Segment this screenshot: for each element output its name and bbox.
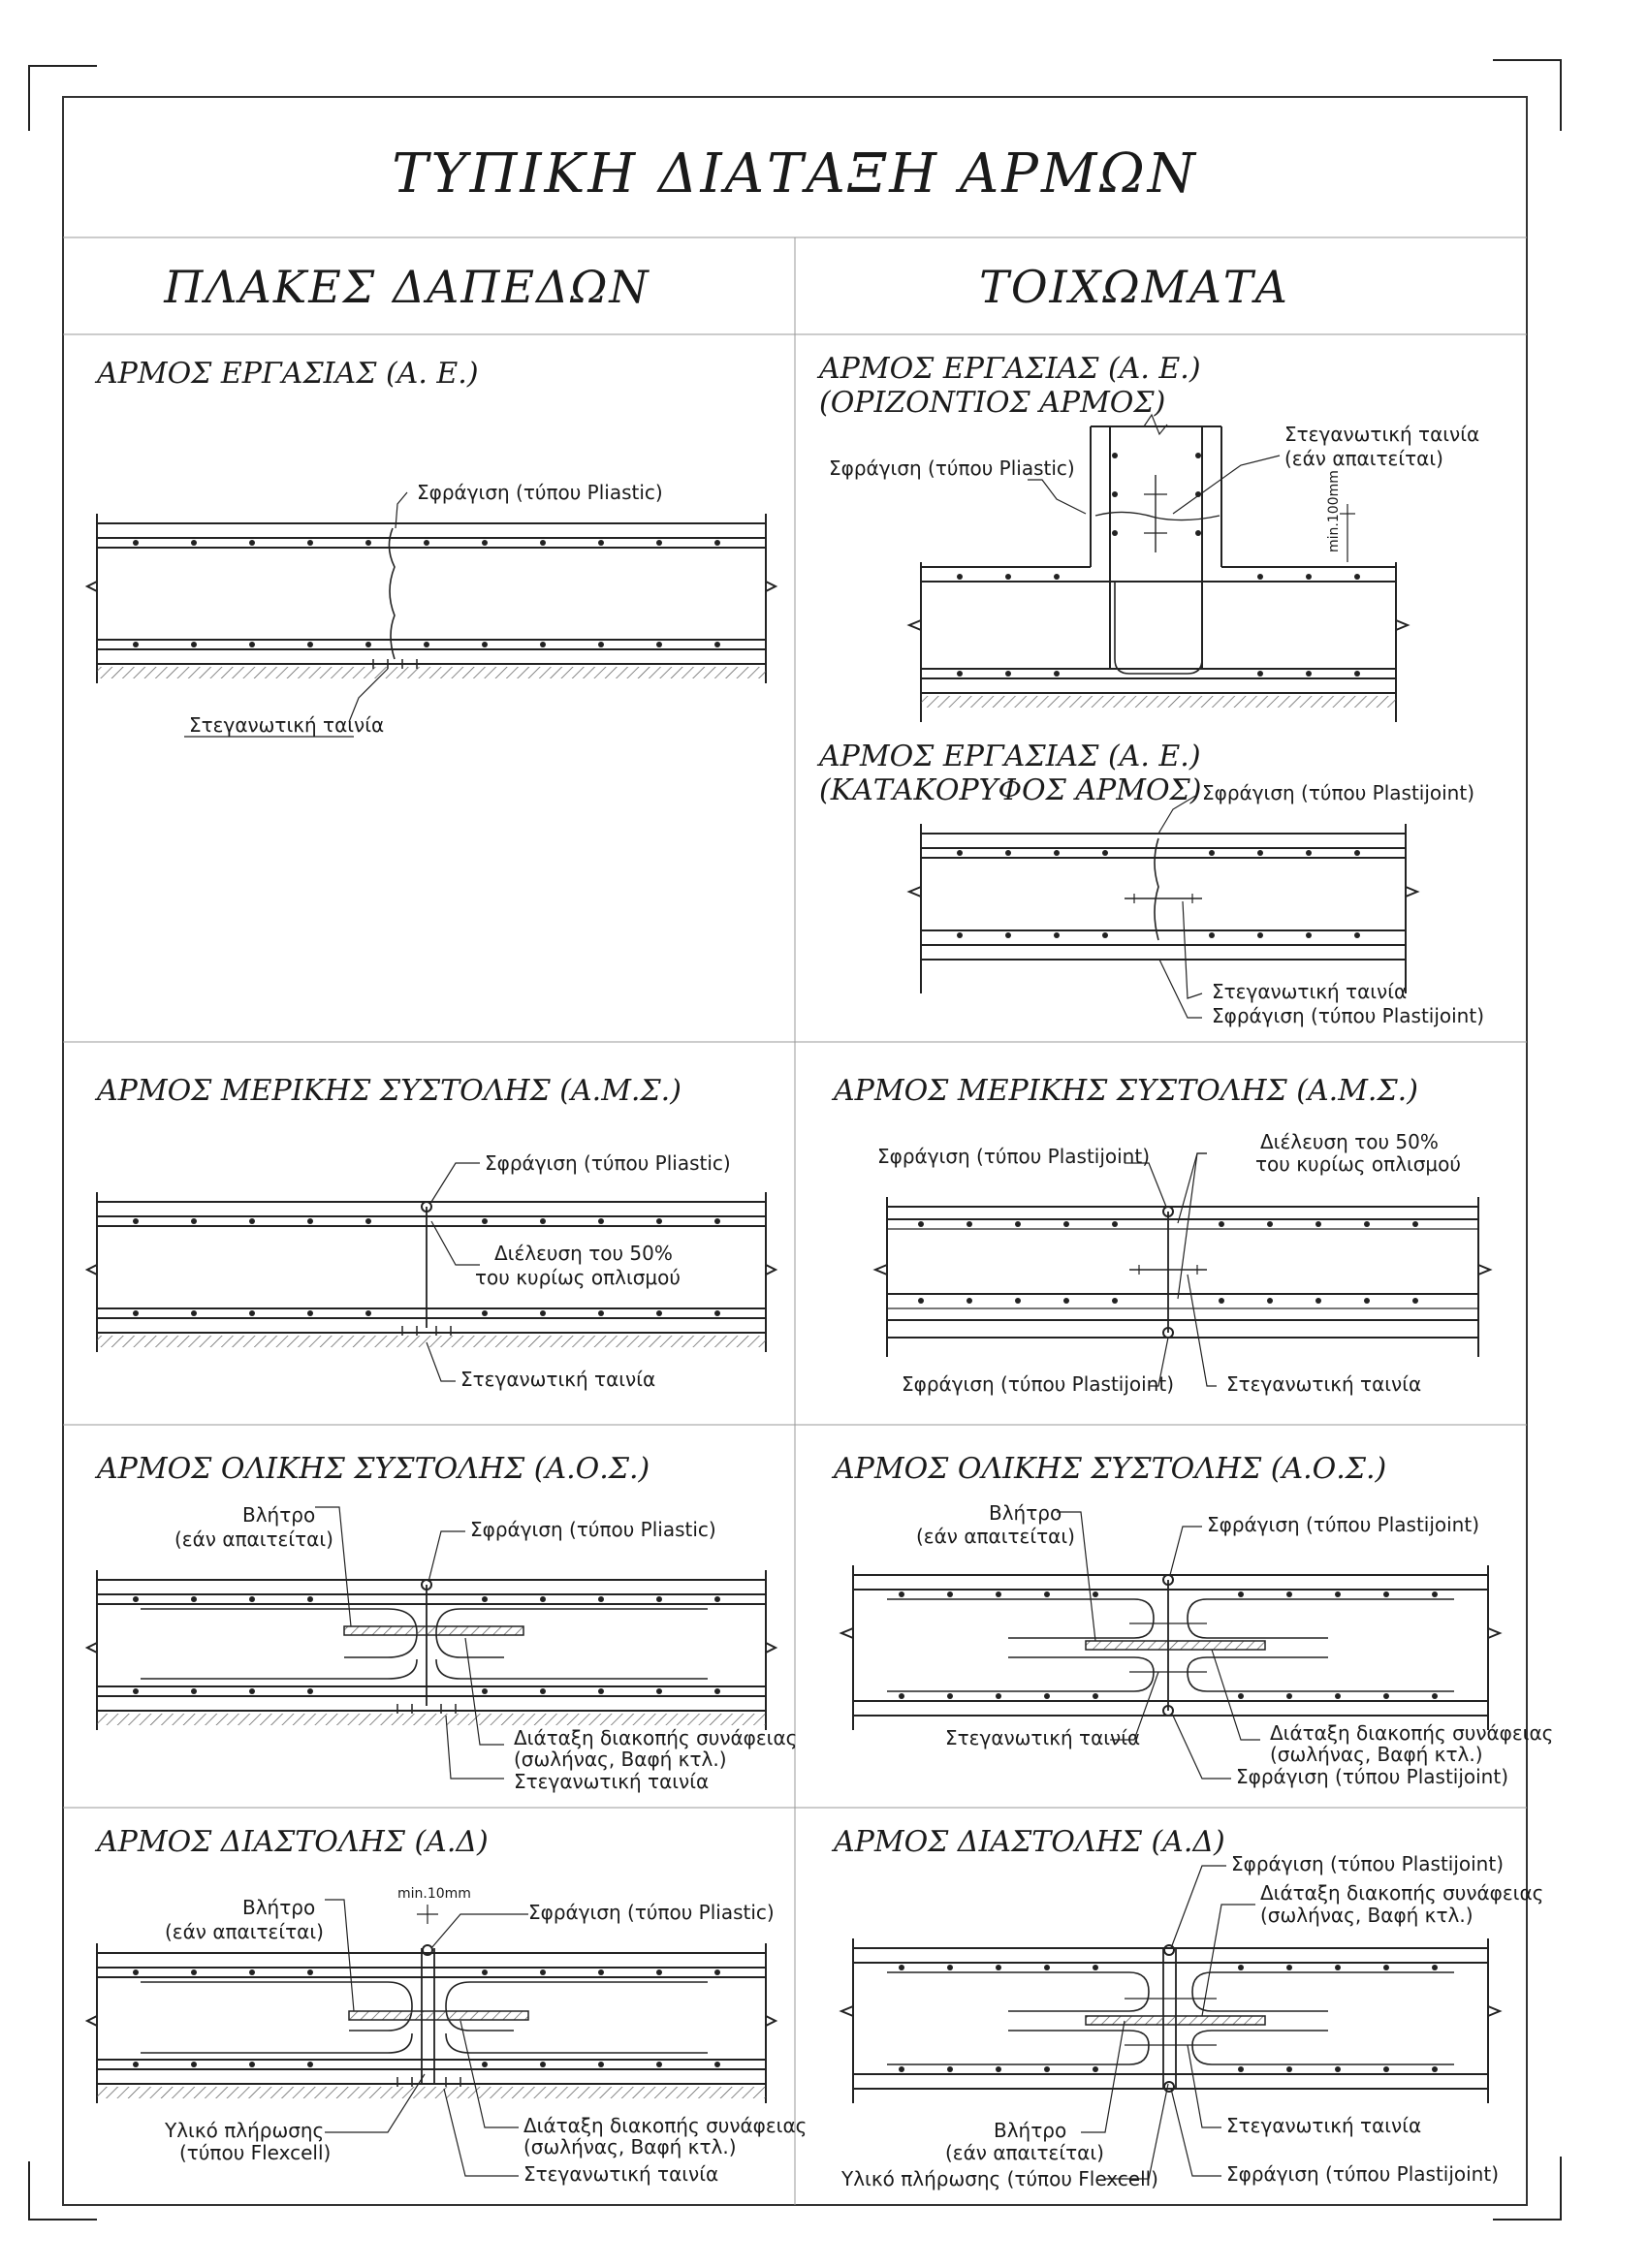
callout-seal-plastijoint-8: Σφράγιση (τύπου Plastijoint) bbox=[1226, 2162, 1500, 2186]
callout-seal-pliastic-3: Σφράγιση (τύπου Pliastic) bbox=[485, 1151, 731, 1175]
callout-filler-1: Υλικό πλήρωσης bbox=[165, 2119, 325, 2142]
callout-seal-pliastic-2: Σφράγιση (τύπου Pliastic) bbox=[829, 457, 1075, 480]
callout-bond-a2: (σωλήνας, Βαφή κτλ.) bbox=[514, 1748, 727, 1771]
callout-seal-plastijoint-7: Σφράγιση (τύπου Plastijoint) bbox=[1231, 1852, 1505, 1875]
callout-pass50-b2: του κυρίως οπλισμού bbox=[1255, 1152, 1461, 1176]
callout-waterstop-5: Στεγανωτική ταινία bbox=[514, 1770, 710, 1793]
callout-dowel-c1: Βλήτρο bbox=[242, 1896, 316, 1919]
callout-waterstop-1: Στεγανωτική ταινία bbox=[189, 713, 385, 737]
callout-waterstop-if-1: Στεγανωτική ταινία bbox=[1284, 423, 1480, 446]
callout-seal-plastijoint-6: Σφράγιση (τύπου Plastijoint) bbox=[1236, 1765, 1509, 1788]
callout-waterstop-4: Στεγανωτική ταινία bbox=[1226, 1372, 1422, 1396]
label-ae-slab: ΑΡΜΟΣ ΕΡΓΑΣΙΑΣ (Α. Ε.) bbox=[97, 357, 479, 391]
detail-slab-construction-joint bbox=[87, 492, 776, 722]
callout-dowel-d2: (εάν απαιτείται) bbox=[945, 2141, 1104, 2164]
callout-seal-plastijoint-3: Σφράγιση (τύπου Plastijoint) bbox=[877, 1145, 1151, 1168]
label-ae-wall-vertical: ΑΡΜΟΣ ΕΡΓΑΣΙΑΣ (Α. Ε.) bbox=[819, 740, 1201, 773]
callout-bond-d1: Διάταξη διακοπής συνάφειας bbox=[1260, 1881, 1544, 1905]
callout-waterstop-3: Στεγανωτική ταινία bbox=[460, 1368, 656, 1391]
column-heading-slabs: ΠΛΑΚΕΣ ΔΑΠΕΔΩΝ bbox=[164, 261, 650, 313]
callout-bond-c2: (σωλήνας, Βαφή κτλ.) bbox=[523, 2135, 737, 2158]
callout-seal-plastijoint-2: Σφράγιση (τύπου Plastijoint) bbox=[1212, 1004, 1485, 1027]
label-horizontal-joint: (ΟΡΙΖΟΝΤΙΟΣ ΑΡΜΟΣ) bbox=[819, 386, 1166, 420]
callout-min10: min.10mm bbox=[397, 1886, 471, 1902]
label-ad-slab: ΑΡΜΟΣ ΔΙΑΣΤΟΛΗΣ (Α.Δ) bbox=[97, 1825, 489, 1859]
label-ams-wall: ΑΡΜΟΣ ΜΕΡΙΚΗΣ ΣΥΣΤΟΛΗΣ (Α.Μ.Σ.) bbox=[834, 1074, 1418, 1108]
callout-dowel-c2: (εάν απαιτείται) bbox=[165, 1920, 324, 1943]
callout-seal-pliastic-1: Σφράγιση (τύπου Pliastic) bbox=[417, 481, 663, 504]
label-aos-slab: ΑΡΜΟΣ ΟΛΙΚΗΣ ΣΥΣΤΟΛΗΣ (Α.Ο.Σ.) bbox=[97, 1452, 650, 1486]
callout-dowel-d1: Βλήτρο bbox=[994, 2119, 1067, 2142]
label-vertical-joint: (ΚΑΤΑΚΟΡΥΦΟΣ ΑΡΜΟΣ) bbox=[819, 773, 1202, 807]
callout-pass50-b1: Διέλευση του 50% bbox=[1260, 1130, 1439, 1153]
callout-waterstop-if-2: (εάν απαιτείται) bbox=[1284, 447, 1443, 470]
callout-bond-d2: (σωλήνας, Βαφή κτλ.) bbox=[1260, 1904, 1474, 1927]
callout-waterstop-6: Στεγανωτική ταινία bbox=[945, 1726, 1141, 1749]
callout-waterstop-7: Στεγανωτική ταινία bbox=[523, 2162, 719, 2186]
label-aos-wall: ΑΡΜΟΣ ΟΛΙΚΗΣ ΣΥΣΤΟΛΗΣ (Α.Ο.Σ.) bbox=[834, 1452, 1387, 1486]
callout-filler-inline: Υλικό πλήρωσης (τύπου Flexcell) bbox=[841, 2167, 1158, 2190]
label-ae-wall-horizontal: ΑΡΜΟΣ ΕΡΓΑΣΙΑΣ (Α. Ε.) bbox=[819, 352, 1201, 386]
label-ad-wall: ΑΡΜΟΣ ΔΙΑΣΤΟΛΗΣ (Α.Δ) bbox=[834, 1825, 1225, 1859]
callout-pass50-a2: του κυρίως οπλισμού bbox=[475, 1266, 681, 1289]
column-heading-walls: ΤΟΙΧΩΜΑΤΑ bbox=[979, 261, 1289, 313]
callout-seal-plastijoint-5: Σφράγιση (τύπου Plastijoint) bbox=[1207, 1513, 1480, 1536]
callout-dowel-b1: Βλήτρο bbox=[989, 1501, 1062, 1525]
callout-pass50-a1: Διέλευση του 50% bbox=[494, 1242, 673, 1265]
detail-wall-partial-contraction bbox=[875, 1153, 1490, 1386]
callout-filler-2: (τύπου Flexcell) bbox=[179, 2141, 332, 2164]
callout-dowel-a2: (εάν απαιτείται) bbox=[174, 1528, 333, 1551]
label-ams-slab: ΑΡΜΟΣ ΜΕΡΙΚΗΣ ΣΥΣΤΟΛΗΣ (Α.Μ.Σ.) bbox=[97, 1074, 681, 1108]
callout-bond-b2: (σωλήνας, Βαφή κτλ.) bbox=[1270, 1743, 1483, 1766]
callout-seal-pliastic-4: Σφράγιση (τύπου Pliastic) bbox=[470, 1518, 716, 1541]
callout-min100: min.100mm bbox=[1326, 470, 1342, 552]
callout-waterstop-8: Στεγανωτική ταινία bbox=[1226, 2114, 1422, 2137]
callout-bond-a1: Διάταξη διακοπής συνάφειας bbox=[514, 1726, 798, 1749]
callout-seal-plastijoint-4: Σφράγιση (τύπου Plastijoint) bbox=[902, 1372, 1175, 1396]
callout-dowel-a1: Βλήτρο bbox=[242, 1503, 316, 1527]
callout-waterstop-2: Στεγανωτική ταινία bbox=[1212, 980, 1408, 1003]
callout-seal-plastijoint-1: Σφράγιση (τύπου Plastijoint) bbox=[1202, 781, 1475, 804]
callout-bond-b1: Διάταξη διακοπής συνάφειας bbox=[1270, 1721, 1554, 1745]
callout-dowel-b2: (εάν απαιτείται) bbox=[916, 1525, 1075, 1548]
callout-bond-c1: Διάταξη διακοπής συνάφειας bbox=[523, 2114, 808, 2137]
page-title: ΤΥΠΙΚΗ ΔΙΑΤΑΞΗ ΑΡΜΩΝ bbox=[392, 142, 1198, 205]
callout-seal-pliastic-5: Σφράγιση (τύπου Pliastic) bbox=[528, 1901, 775, 1924]
